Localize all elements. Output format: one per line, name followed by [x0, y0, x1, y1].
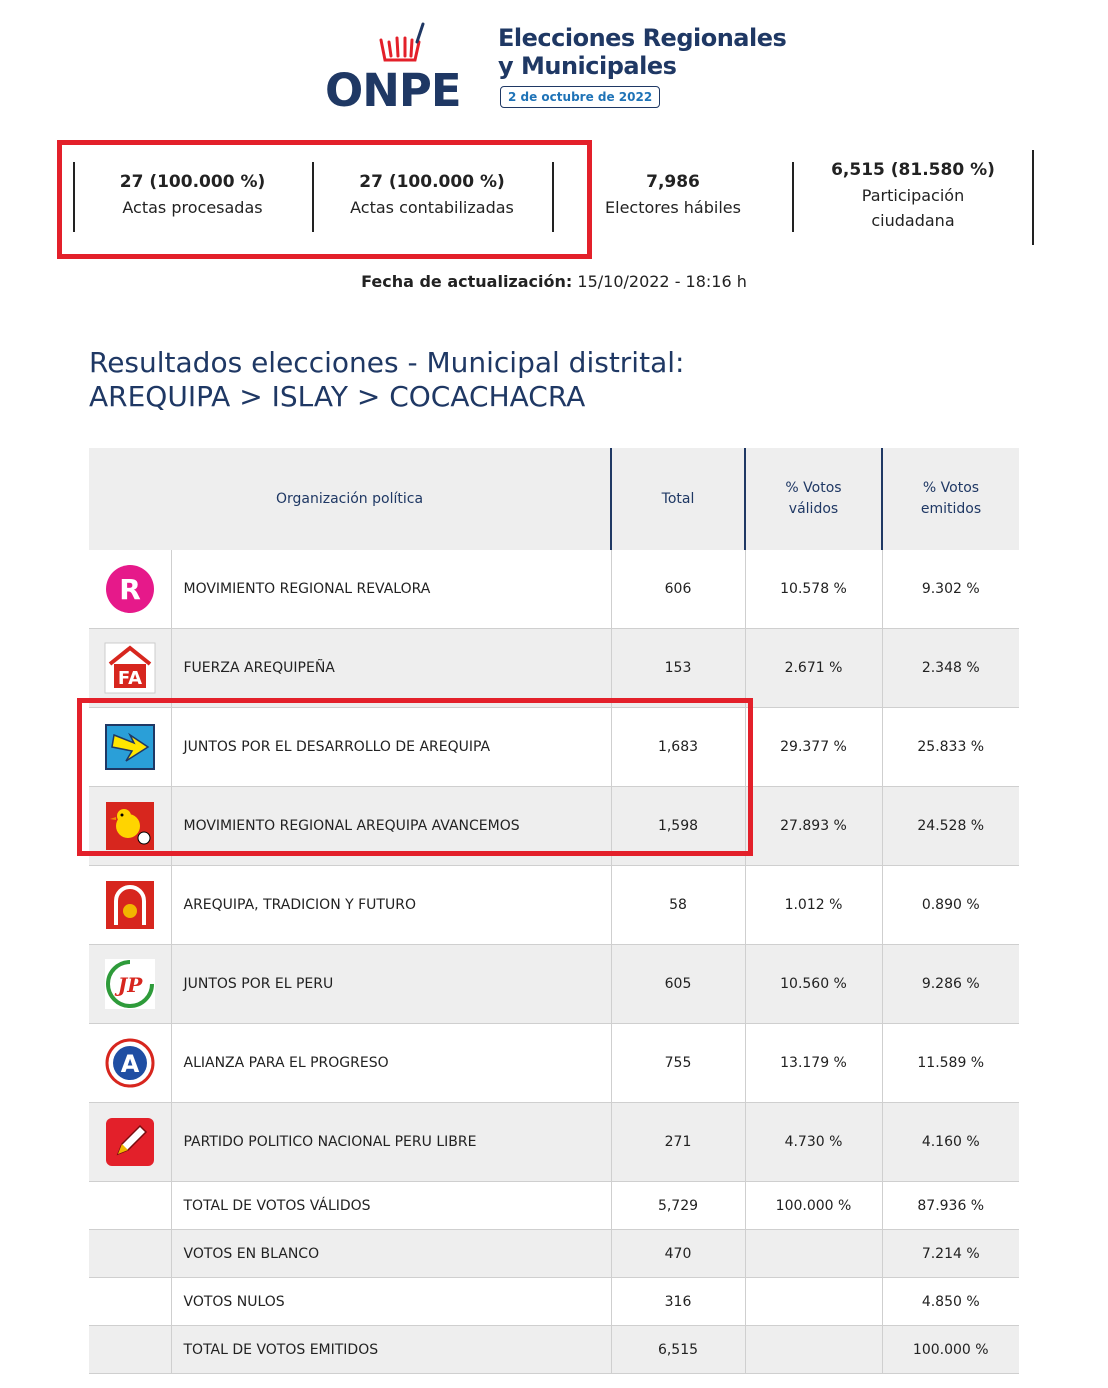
election-title	[498, 24, 786, 80]
total-value: 316	[611, 1278, 745, 1326]
highlight-box-leading-parties	[77, 698, 753, 856]
alianza-logo-icon	[104, 1037, 156, 1089]
party-logo-cell	[89, 629, 171, 708]
stat-label: Actas procesadas	[122, 198, 263, 217]
party-logo-cell	[89, 945, 171, 1024]
stat-value: 7,986	[646, 172, 700, 192]
party-total: 606	[611, 550, 745, 629]
party-emitidos: 4.160 %	[882, 1103, 1019, 1182]
total-emitidos: 100.000 %	[882, 1326, 1019, 1374]
header-validos	[745, 448, 882, 550]
table-row	[89, 1230, 1019, 1278]
total-label: VOTOS NULOS	[171, 1278, 611, 1326]
party-total: 1,683	[611, 708, 745, 787]
party-name: PARTIDO POLITICO NACIONAL PERU LIBRE	[171, 1103, 611, 1182]
highlight-box-actas	[57, 140, 592, 259]
header-total: Total	[611, 448, 745, 550]
party-name: ALIANZA PARA EL PROGRESO	[171, 1024, 611, 1103]
stat-value: 6,515 (81.580 %)	[831, 160, 995, 180]
total-label: TOTAL DE VOTOS EMITIDOS	[171, 1326, 611, 1374]
header-emitidos-line1: % Votos	[922, 480, 980, 496]
stat-label: Electores hábiles	[605, 198, 741, 217]
revalora-logo-icon	[104, 563, 156, 615]
divider	[792, 162, 794, 232]
party-logo-cell	[89, 1024, 171, 1103]
empty-cell	[89, 1182, 171, 1230]
header-validos-line1: % Votos	[785, 480, 842, 496]
party-name: MOVIMIENTO REGIONAL AREQUIPA AVANCEMOS	[171, 787, 611, 866]
results-breadcrumb: AREQUIPA > ISLAY > COCACHACRA	[89, 380, 586, 413]
stat-label: Actas contabilizadas	[350, 198, 514, 217]
table-row	[89, 629, 1019, 708]
party-total: 58	[611, 866, 745, 945]
total-emitidos: 4.850 %	[882, 1278, 1019, 1326]
election-title-line1: Elecciones Regionales	[498, 24, 787, 52]
header-emitidos-line2: emitidos	[920, 501, 982, 517]
stat-electores	[560, 170, 786, 220]
header-emitidos	[882, 448, 1019, 550]
results-title-line1: Resultados elecciones - Municipal distrital:	[89, 346, 685, 379]
party-validos: 27.893 %	[745, 787, 882, 866]
party-validos: 4.730 %	[745, 1103, 882, 1182]
total-validos	[745, 1230, 882, 1278]
header-organizacion: Organización política	[89, 448, 611, 550]
party-name: MOVIMIENTO REGIONAL REVALORA	[171, 550, 611, 629]
logo-letter: A	[120, 1050, 140, 1078]
stat-value: 27 (100.000 %)	[359, 172, 505, 192]
header-validos-line2: válidos	[788, 501, 839, 517]
update-value: 15/10/2022 - 18:16 h	[577, 272, 747, 291]
table-row	[89, 945, 1019, 1024]
total-value: 470	[611, 1230, 745, 1278]
party-logo-cell	[89, 1103, 171, 1182]
election-title-line2: y Municipales	[498, 52, 677, 80]
update-label: Fecha de actualización:	[361, 272, 573, 291]
party-total: 755	[611, 1024, 745, 1103]
table-header-row	[89, 448, 1019, 550]
party-emitidos: 9.302 %	[882, 550, 1019, 629]
table-row	[89, 1103, 1019, 1182]
stat-value: 27 (100.000 %)	[119, 172, 266, 192]
table-row	[89, 1024, 1019, 1103]
total-label: TOTAL DE VOTOS VÁLIDOS	[171, 1182, 611, 1230]
empty-cell	[89, 1230, 171, 1278]
stat-label: Participación	[861, 186, 965, 205]
party-emitidos: 9.286 %	[882, 945, 1019, 1024]
logo-letter: FA	[117, 668, 142, 689]
table-row	[89, 866, 1019, 945]
party-total: 153	[611, 629, 745, 708]
total-validos: 100.000 %	[745, 1182, 882, 1230]
party-emitidos: 25.833 %	[882, 708, 1019, 787]
total-emitidos: 87.936 %	[882, 1182, 1019, 1230]
results-table	[89, 448, 1019, 1374]
party-name: AREQUIPA, TRADICION Y FUTURO	[171, 866, 611, 945]
empty-cell	[89, 1326, 171, 1374]
party-validos: 2.671 %	[745, 629, 882, 708]
table-row	[89, 1278, 1019, 1326]
pencil-logo-icon	[104, 1116, 156, 1168]
total-value: 6,515	[611, 1326, 745, 1374]
empty-cell	[89, 1278, 171, 1326]
party-emitidos: 2.348 %	[882, 629, 1019, 708]
party-emitidos: 24.528 %	[882, 787, 1019, 866]
party-validos: 10.560 %	[745, 945, 882, 1024]
table-row	[89, 550, 1019, 629]
party-total: 271	[611, 1103, 745, 1182]
party-logo-cell	[89, 866, 171, 945]
stat-participacion	[798, 158, 1028, 233]
party-name: FUERZA AREQUIPEÑA	[171, 629, 611, 708]
party-total: 605	[611, 945, 745, 1024]
total-validos	[745, 1326, 882, 1374]
party-emitidos: 0.890 %	[882, 866, 1019, 945]
party-validos: 29.377 %	[745, 708, 882, 787]
logo-letter: JP	[117, 973, 143, 997]
juntos-por-el-peru-logo-icon	[104, 958, 156, 1010]
logo-letter: R	[118, 573, 141, 606]
party-logo-cell	[89, 550, 171, 629]
total-value: 5,729	[611, 1182, 745, 1230]
results-title	[89, 346, 684, 414]
total-validos	[745, 1278, 882, 1326]
party-validos: 13.179 %	[745, 1024, 882, 1103]
onpe-logo	[325, 22, 495, 117]
divider	[1032, 150, 1034, 245]
raised-hand-icon	[375, 22, 430, 70]
party-total: 1,598	[611, 787, 745, 866]
onpe-logo-text: ONPE	[325, 64, 461, 117]
total-emitidos: 7.214 %	[882, 1230, 1019, 1278]
update-timestamp	[0, 272, 1108, 291]
party-emitidos: 11.589 %	[882, 1024, 1019, 1103]
table-row	[89, 1326, 1019, 1374]
party-validos: 1.012 %	[745, 866, 882, 945]
table-row	[89, 1182, 1019, 1230]
party-name: JUNTOS POR EL PERU	[171, 945, 611, 1024]
fuerza-arequipena-logo-icon	[104, 642, 156, 694]
total-label: VOTOS EN BLANCO	[171, 1230, 611, 1278]
stat-label: ciudadana	[871, 211, 955, 230]
party-name: JUNTOS POR EL DESARROLLO DE AREQUIPA	[171, 708, 611, 787]
election-date-badge: 2 de octubre de 2022	[500, 86, 660, 108]
party-validos: 10.578 %	[745, 550, 882, 629]
arch-lion-logo-icon	[104, 879, 156, 931]
